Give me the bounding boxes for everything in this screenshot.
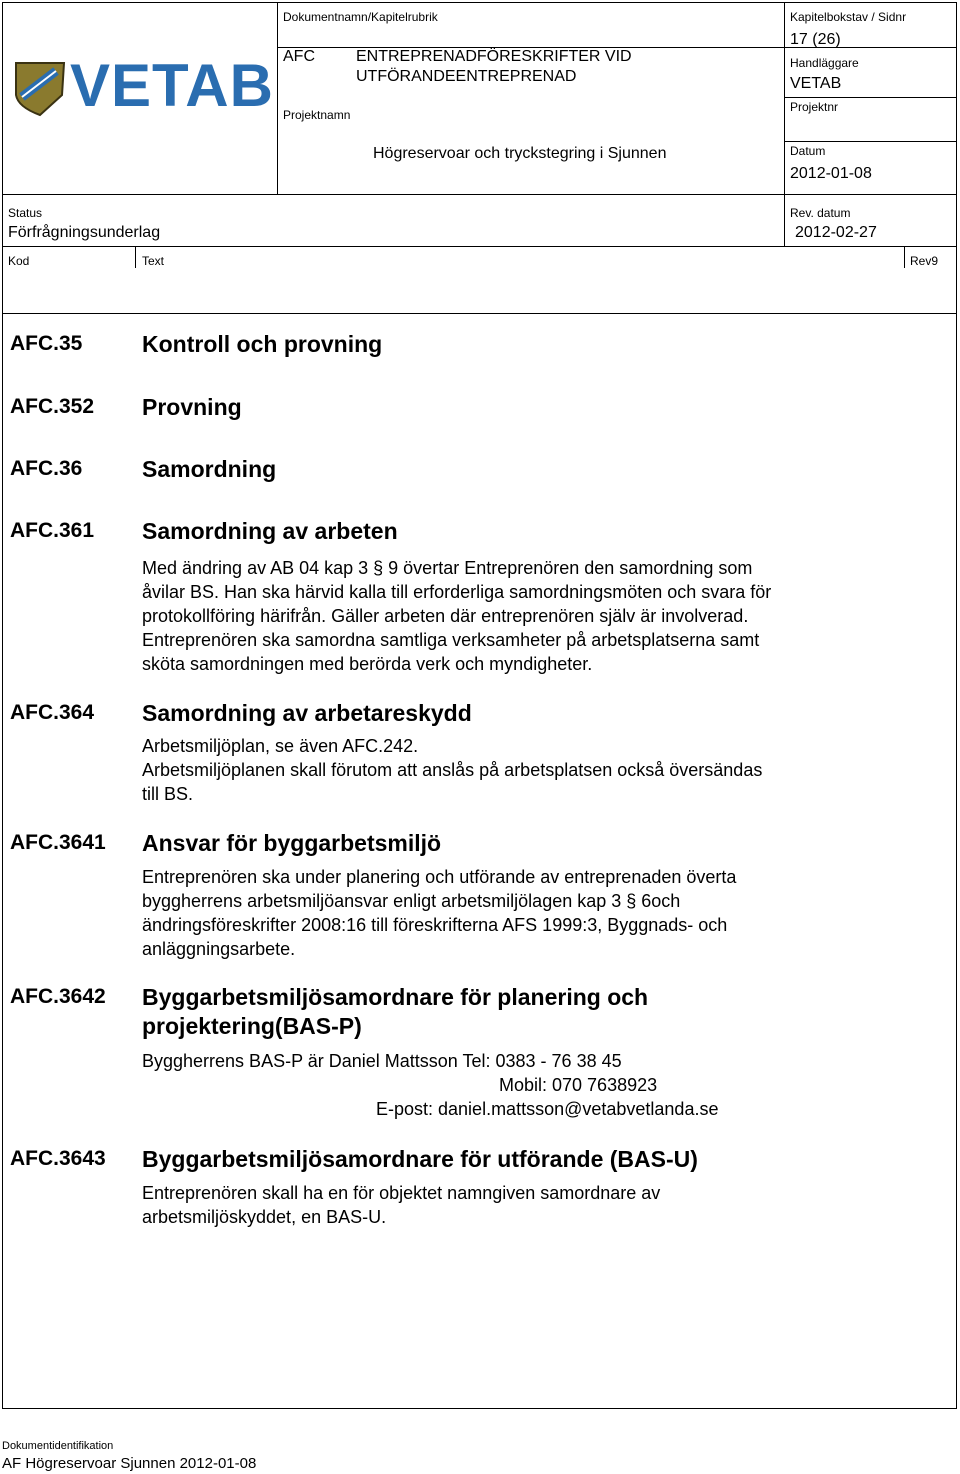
section-body: [142, 556, 902, 676]
logo-wordmark: VETAB: [70, 52, 274, 119]
contact-line: Mobil: 070 7638923: [499, 1075, 658, 1095]
body-line: arbetsmiljöskyddet, en BAS-U.: [142, 1207, 387, 1227]
doc-title-line1: ENTREPRENADFÖRESKRIFTER VID: [356, 48, 632, 65]
doc-title-line2: UTFÖRANDEENTREPRENAD: [356, 68, 577, 85]
status-label: Status: [8, 206, 43, 220]
body-line: ändringsföreskrifter 2008:16 till föreskrifterna AFS 1999:3, Byggnads- och: [142, 915, 728, 935]
section-code: AFC.36: [10, 457, 83, 480]
body-line: Entreprenören skall ha en för objektet namngiven samordnare av: [142, 1183, 661, 1203]
rev-date-value: 2012-02-27: [795, 224, 877, 241]
body-line: Entreprenören ska samordna samtliga verksamheter på arbetsplatserna samt: [142, 630, 760, 650]
section-heading: Samordning av arbeten: [142, 518, 398, 544]
section-heading: projektering(BAS-P): [142, 1013, 362, 1039]
section-heading: Byggarbetsmiljösamordnare för planering och: [142, 984, 649, 1010]
section-heading: Kontroll och provning: [142, 331, 383, 357]
project-nr-label: Projektnr: [790, 100, 839, 114]
project-name: Högreservoar och tryckstegring i Sjunnen: [373, 145, 667, 162]
contact-line: E-post: daniel.mattsson@vetabvetlanda.se: [376, 1099, 719, 1119]
col-kod: Kod: [8, 254, 30, 268]
section-body: [142, 734, 902, 806]
body-line: Arbetsmiljöplan, se även AFC.242.: [142, 736, 419, 756]
section-heading: Ansvar för byggarbetsmiljö: [142, 830, 442, 856]
section-heading: Samordning: [142, 456, 277, 482]
section-code: AFC.361: [10, 519, 95, 542]
shield-icon: [10, 57, 70, 117]
section-heading: Provning: [142, 394, 242, 420]
section-code: AFC.352: [10, 395, 95, 418]
project-name-label: Projektnamn: [283, 108, 351, 122]
section-heading: Samordning av arbetareskydd: [142, 700, 472, 726]
contact-line: Byggherrens BAS-P är Daniel Mattsson Tel: 0383 - 76 38 45: [142, 1051, 622, 1071]
section-body: [142, 865, 902, 961]
handler-label: Handläggare: [790, 56, 859, 70]
chapter-value: 17 (26): [790, 31, 841, 48]
body-line: Arbetsmiljöplanen skall förutom att anslås på arbetsplatsen också översändas: [142, 760, 763, 780]
body-line: till BS.: [142, 784, 194, 804]
body-line: Entreprenören ska under planering och utförande av entreprenaden överta: [142, 867, 737, 887]
vetab-logo: [10, 52, 274, 119]
section-code: AFC.3643: [10, 1147, 106, 1170]
section-code: AFC.3641: [10, 831, 106, 854]
body-line: Med ändring av AB 04 kap 3 § 9 övertar Entreprenören den samordning som: [142, 558, 753, 578]
handler-value: VETAB: [790, 75, 842, 92]
rev-date-label: Rev. datum: [790, 206, 851, 220]
doc-code: AFC: [283, 48, 315, 65]
footer-value: AF Högreservoar Sjunnen 2012-01-08: [2, 1455, 257, 1472]
status-value: Förfrågningsunderlag: [8, 224, 161, 241]
date-label: Datum: [790, 144, 826, 158]
date-value: 2012-01-08: [790, 165, 872, 182]
body-line: protokollföring härifrån. Gäller arbeten där entreprenören själv är involverad.: [142, 606, 749, 626]
footer-label: Dokumentidentifikation: [2, 1440, 114, 1452]
body-line: åvilar BS. Han ska härvid kalla till erforderliga samordningsmöten och svara för: [142, 582, 772, 602]
section-code: AFC.3642: [10, 985, 106, 1008]
body-line: byggherrens arbetsmiljöansvar enligt arbetsmiljölagen kap 3 § 6och: [142, 891, 681, 911]
chapter-label: Kapitelbokstav / Sidnr: [790, 10, 907, 24]
section-code: AFC.364: [10, 701, 95, 724]
doc-name-label: Dokumentnamn/Kapitelrubrik: [283, 10, 438, 24]
col-rev: Rev9: [910, 254, 939, 268]
col-text: Text: [142, 254, 165, 268]
section-code: AFC.35: [10, 332, 83, 355]
section-heading: Byggarbetsmiljösamordnare för utförande (BAS-U): [142, 1146, 698, 1172]
body-line: anläggningsarbete.: [142, 939, 296, 959]
section-body: [142, 1181, 902, 1229]
body-line: sköta samordningen med berörda verk och myndigheter.: [142, 654, 593, 674]
